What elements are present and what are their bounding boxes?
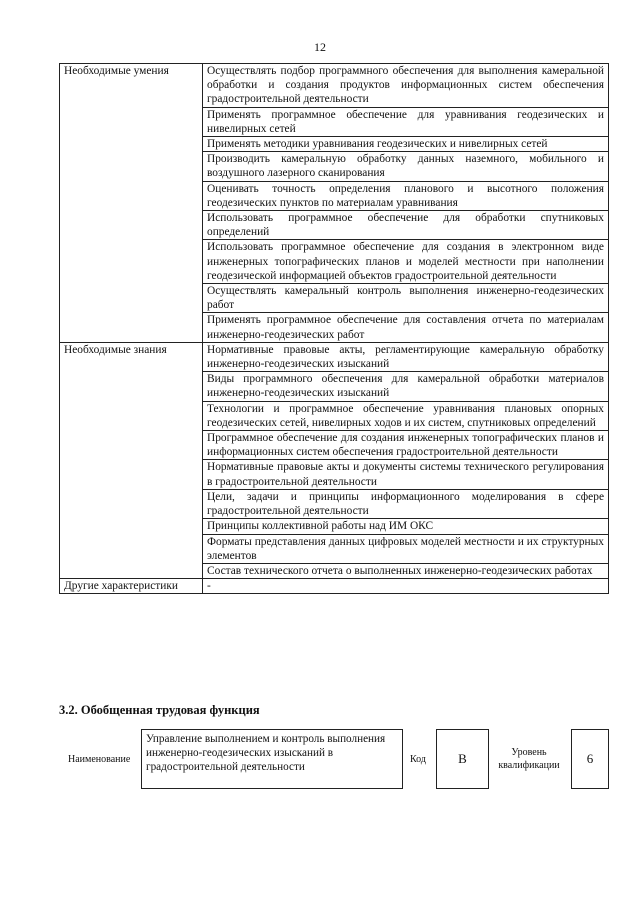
section-title: 3.2. Обобщенная трудовая функция (59, 703, 260, 717)
function-code-value: B (436, 729, 489, 789)
row-value: Нормативные правовые акты и документы системы технического регулирования в градостроительной деятельности (203, 460, 609, 489)
row-label: Необходимые знания (60, 342, 203, 578)
row-value: Использовать программное обеспечение для создания в электронном виде инженерных топографических планов и моделей местности при наполнении геодезической информацией объектов градостроительной деятельности (203, 240, 609, 284)
row-value: Применять методики уравнивания геодезических и нивелирных сетей (203, 137, 609, 152)
row-value: Оценивать точность определения планового и высотного положения геодезических пунктов по материалам уравнивания (203, 181, 609, 210)
level-label: Уровень квалификации (498, 747, 560, 771)
generalized-function-row (59, 726, 619, 796)
table-row (60, 64, 609, 108)
function-name-value: Управление выполнением и контроль выполнения инженерно-геодезических изысканий в градостроительной деятельности (141, 729, 403, 789)
row-value: Состав технического отчета о выполненных инженерно-геодезических работах (203, 563, 609, 578)
row-value: - (203, 579, 609, 594)
row-label: Другие характеристики (60, 579, 203, 594)
qualification-level-value: 6 (571, 729, 609, 789)
row-value: Использовать программное обеспечение для обработки спутниковых определений (203, 211, 609, 240)
row-value: Осуществлять камеральный контроль выполнения инженерно-геодезических работ (203, 284, 609, 313)
row-value: Цели, задачи и принципы информационного моделирования в сфере градостроительной деятельности (203, 489, 609, 518)
table-row (60, 579, 609, 594)
requirements-table (59, 63, 609, 594)
row-value: Программное обеспечение для создания инженерных топографических планов и информационных систем обеспечения градостроительной деятельности (203, 431, 609, 460)
row-value: Нормативные правовые акты, регламентирующие камеральную обработку инженерно-геодезических изысканий (203, 342, 609, 371)
page-number: 12 (314, 40, 326, 54)
row-value: Осуществлять подбор программного обеспечения для выполнения камеральной обработки и создания продуктов информационных систем обеспечения градостроительной деятельности (203, 64, 609, 108)
row-value: Технологии и программное обеспечение уравнивания плановых опорных геодезических сетей, нивелирных ходов и их систем, спутниковых определений (203, 401, 609, 430)
table-row (60, 342, 609, 371)
row-value: Виды программного обеспечения для камеральной обработки материалов инженерно-геодезических изысканий (203, 372, 609, 401)
name-label: Наименование (68, 754, 131, 765)
row-value: Применять программное обеспечение для составления отчета по материалам инженерно-геодезических работ (203, 313, 609, 342)
code-label: Код (410, 754, 426, 765)
row-value: Производить камеральную обработку данных наземного, мобильного и воздушного лазерного сканирования (203, 152, 609, 181)
row-label: Необходимые умения (60, 64, 203, 343)
row-value: Принципы коллективной работы над ИМ ОКС (203, 519, 609, 534)
row-value: Форматы представления данных цифровых моделей местности и их структурных элементов (203, 534, 609, 563)
row-value: Применять программное обеспечение для уравнивания геодезических и нивелирных сетей (203, 107, 609, 136)
